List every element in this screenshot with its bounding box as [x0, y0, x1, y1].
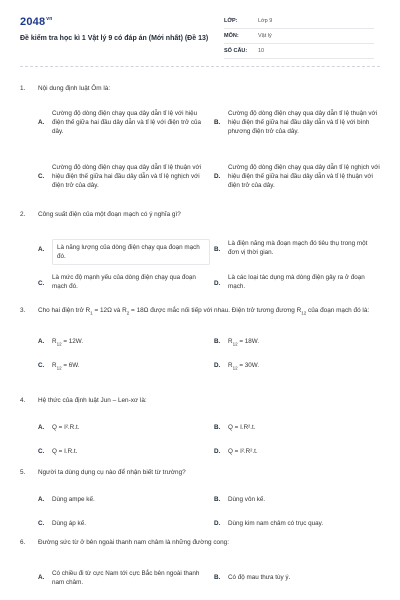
option-b[interactable]: [214, 337, 380, 348]
meta-value: Lớp 9: [258, 18, 273, 24]
option-text: Q = I².R.t.: [52, 424, 80, 431]
option-text: Q = I.R².t.: [228, 424, 256, 431]
option-text: Dùng áp kế.: [52, 520, 86, 527]
option-letter: B.: [214, 424, 221, 431]
option-text: Cường độ dòng điện chạy qua dây dẫn tỉ lệ thuận với hiệu điện thế giữa hai đầu dây dẫn và tỉ lệ nghịch với điện trở của dây.: [52, 164, 202, 189]
option-a[interactable]: [38, 569, 210, 587]
option-letter: C.: [38, 448, 45, 455]
question-number: 6.: [20, 539, 26, 546]
option-letter: A.: [38, 119, 45, 126]
option-letter: A.: [38, 246, 45, 253]
option-letter: D.: [214, 520, 221, 527]
meta-table: [224, 14, 374, 59]
document-title: Đề kiểm tra học kì 1 Vật lý 9 có đáp án (Mới nhất) (Đề 13): [20, 35, 209, 42]
meta-row-class: [224, 14, 374, 29]
question-text: Người ta dùng dụng cụ nào để nhận biết từ trường?: [38, 469, 186, 476]
logo-suffix: vn: [46, 16, 53, 23]
option-text: Là mức độ mạnh yếu của dòng điện chạy qua đoạn mạch đó.: [52, 274, 196, 290]
option-letter: C.: [38, 173, 45, 180]
question-5: [20, 468, 380, 527]
option-letter: B.: [214, 496, 221, 503]
option-text: Q = I².R².t.: [228, 448, 258, 455]
question-4: [20, 396, 380, 455]
option-text: $R_{12} = 30W$.: [228, 362, 260, 371]
option-letter: B.: [214, 338, 221, 346]
question-3: [20, 306, 380, 373]
option-a[interactable]: [38, 239, 210, 265]
question-text: Cho hai điện trở $R_1 = 12\Omega$ và $R_2 = 18\Omega$ được mắc nối tiếp với nhau. Điện trở tương đương $R_{12}$ của đoạn mạch đó là:: [38, 307, 370, 316]
option-text: Dùng ampe kế.: [52, 496, 95, 503]
option-text: Là năng lượng của dòng điện chạy qua đoạn mạch đó.: [52, 239, 210, 265]
option-c[interactable]: [38, 273, 210, 291]
option-text: $R_{12} = 12W$.: [52, 338, 84, 347]
option-b[interactable]: [214, 573, 380, 582]
option-b[interactable]: [214, 495, 380, 504]
option-text: Cường độ dòng điện chạy qua dây dẫn tỉ lệ với hiệu điện thế giữa hai đầu dây dẫn và tỉ lệ với điện trở của dây.: [52, 110, 201, 135]
option-a[interactable]: [38, 109, 210, 136]
option-text: Có độ mau thưa tùy ý.: [228, 574, 291, 581]
option-d[interactable]: [214, 163, 380, 190]
meta-row-count: [224, 44, 374, 59]
option-b[interactable]: [214, 109, 380, 136]
question-number: 1.: [20, 85, 26, 92]
option-letter: D.: [214, 280, 221, 287]
option-text: $R_{12} = 6W$.: [52, 362, 80, 371]
option-b[interactable]: [214, 239, 380, 257]
option-letter: A.: [38, 574, 45, 581]
option-text: Cường độ dòng điện chạy qua dây dẫn tỉ lệ nghịch với hiệu điện thế giữa hai đầu dây dẫn và tỉ lệ thuận với điện trở của dây.: [228, 164, 380, 189]
question-text: Đường sức từ ở bên ngoài thanh nam châm là những đường cong:: [38, 539, 229, 546]
option-text: Là các loại tác dụng mà dòng điện gây ra ở đoạn mạch.: [228, 274, 365, 290]
question-number: 3.: [20, 307, 26, 314]
option-a[interactable]: [38, 423, 210, 432]
option-d[interactable]: [214, 447, 380, 456]
option-text: Có chiều đi từ cực Nam tới cực Bắc bên ngoài thanh nam châm.: [52, 570, 200, 586]
option-d[interactable]: [214, 519, 380, 528]
option-text: Cường độ dòng điện chạy qua dây dẫn tỉ lệ thuận với hiệu điện thế giữa hai đầu dây dẫn và tỉ lệ với bình phương điện trở của dây.: [228, 110, 378, 135]
option-letter: D.: [214, 173, 221, 180]
question-number: 2.: [20, 211, 26, 218]
option-c[interactable]: [38, 519, 210, 528]
header-divider: [20, 66, 380, 67]
question-text: Hệ thức của định luật Jun – Len-xơ là:: [38, 397, 147, 404]
option-b[interactable]: [214, 423, 380, 432]
option-d[interactable]: [214, 273, 380, 291]
option-text: Q = I.R.t.: [52, 448, 78, 455]
option-c[interactable]: [38, 447, 210, 456]
option-letter: B.: [214, 246, 221, 253]
question-1: [20, 84, 380, 193]
option-letter: C.: [38, 520, 45, 527]
meta-value: Vật lý: [258, 33, 272, 39]
site-logo[interactable]: [20, 16, 53, 28]
option-letter: D.: [214, 448, 221, 455]
option-c[interactable]: [38, 163, 210, 190]
option-a[interactable]: [38, 337, 210, 348]
option-letter: B.: [214, 119, 221, 126]
option-letter: B.: [214, 574, 221, 581]
option-c[interactable]: [38, 361, 210, 372]
question-2: [20, 210, 380, 291]
question-text: Nội dung định luật Ôm là:: [38, 85, 111, 92]
option-letter: A.: [38, 424, 45, 431]
meta-value: 10: [258, 48, 265, 54]
option-d[interactable]: [214, 361, 380, 372]
logo-text: 2048: [20, 16, 46, 28]
question-text: Công suất điện của một đoạn mạch có ý nghĩa gì?: [38, 211, 181, 218]
question-number: 4.: [20, 397, 26, 404]
meta-row-subject: [224, 29, 374, 44]
option-text: Dùng kim nam châm có trục quay.: [228, 520, 324, 527]
question-6: [20, 538, 380, 593]
option-a[interactable]: [38, 495, 210, 504]
option-letter: C.: [38, 362, 45, 370]
option-letter: A.: [38, 338, 45, 346]
option-letter: A.: [38, 496, 45, 503]
question-number: 5.: [20, 469, 26, 476]
option-text: Là điện năng mà đoạn mạch đó tiêu thụ trong một đơn vị thời gian.: [228, 240, 368, 256]
option-letter: D.: [214, 362, 221, 370]
option-letter: C.: [38, 280, 45, 287]
meta-label: MÔN:: [224, 33, 239, 39]
meta-label: LỚP:: [224, 18, 238, 24]
meta-label: SỐ CÂU:: [224, 48, 248, 54]
option-text: Dùng vôn kế.: [228, 496, 266, 503]
option-text: $R_{12} = 18W$.: [228, 338, 260, 347]
